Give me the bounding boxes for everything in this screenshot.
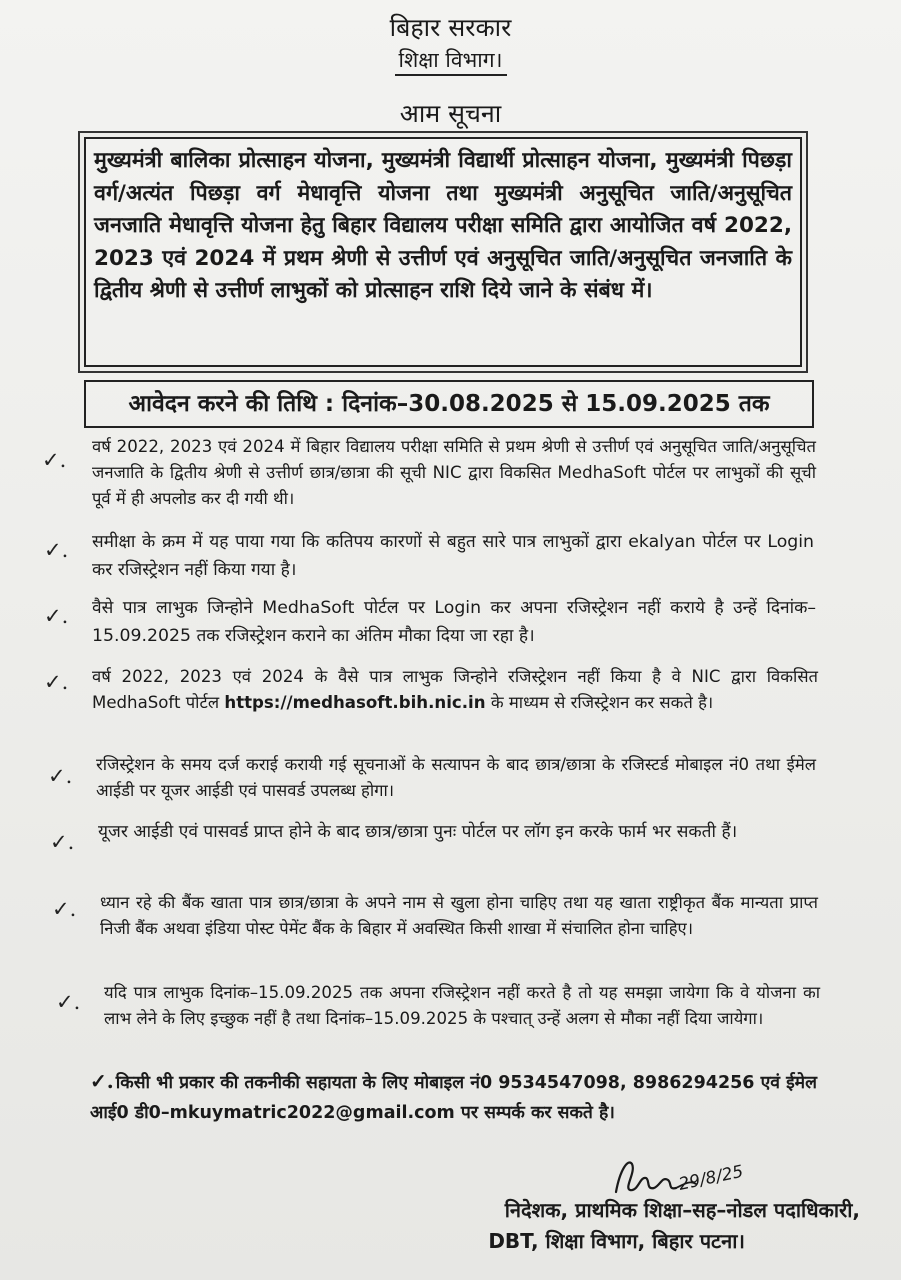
- list-item-text: ध्यान रहे की बैंक खाता पात्र छात्र/छात्रा के अपने नाम से खुला होना चाहिए तथा यह खाता राष्ट्रीकृत बैंक मान्यता प्राप्त निजी बैंक अथवा इंडिया पोस्ट पेमेंट बैंक के बिहार में अवस्थित किसी शाखा में संचालित होना चाहिए।: [100, 893, 818, 938]
- application-date-box: आवेदन करने की तिथि : दिनांक–30.08.2025 से 15.09.2025 तक: [84, 380, 814, 428]
- contact-email: mkuymatric2022@gmail.com: [169, 1103, 455, 1123]
- signatory-designation: निदेशक, प्राथमिक शिक्षा–सह–नोडल पदाधिकारी,: [504, 1198, 860, 1222]
- list-item-text: यदि पात्र लाभुक दिनांक–15.09.2025 तक अपना रजिस्ट्रेशन नहीं करते है तो यह समझा जायेगा कि वे योजना का लाभ लेने के लिए इच्छुक नहीं है तथा दिनांक–15.09.2025 के पश्चात् उन्हें अलग से मौका नहीं दिया जायेगा।: [104, 983, 820, 1028]
- tick-mark: ✓.: [48, 764, 73, 788]
- contact-info: ✓. किसी भी प्रकार की तकनीकी सहायता के लिए मोबाइल नं0 9534547098, 8986294256 एवं ईमेल आई0 डी0–mkuymatric2022@gmail.com पर सम्पर्क कर सकते है।: [90, 1069, 818, 1123]
- subject-box: मुख्यमंत्री बालिका प्रोत्साहन योजना, मुख्यमंत्री विद्यार्थी प्रोत्साहन योजना, मुख्यमंत्री पिछड़ा वर्ग/अत्यंत पिछड़ा वर्ग मेधावृत्ति योजना तथा मुख्यमंत्री अनुसूचित जाति/अनुसूचित जनजाति मेधावृत्ति योजना हेतु बिहार विद्यालय परीक्षा समिति द्वारा आयोजित वर्ष 2022, 2023 एवं 2024 में प्रथम श्रेणी से उत्तीर्ण एवं अनुसूचित जाति/अनुसूचित जनजाति के द्वितीय श्रेणी से उत्तीर्ण लाभुकों को प्रोत्साहन राशि दिये जाने के संबंध में।: [84, 137, 802, 367]
- list-item-text: यूजर आईडी एवं पासवर्ड प्राप्त होने के बाद छात्र/छात्रा पुनः पोर्टल पर लॉग इन करके फार्म भर सकती हैं।: [98, 822, 738, 842]
- tick-mark: ✓.: [56, 990, 81, 1014]
- list-item-text: वर्ष 2022, 2023 एवं 2024 में बिहार विद्यालय परीक्षा समिति से प्रथम श्रेणी से उत्तीर्ण एवं अनुसूचित जाति/अनुसूचित जनजाति के द्वितीय श्रेणी से उत्तीर्ण छात्र/छात्रा की सूची NIC द्वारा विकसित MedhaSoft पोर्टल पर लाभुकों की सूची पूर्व में ही अपलोड कर दी गयी थी।: [92, 437, 816, 508]
- tick-mark: ✓.: [50, 830, 75, 854]
- list-item-text: वर्ष 2022, 2023 एवं 2024 के वैसे पात्र लाभुक जिन्होने रजिस्ट्रेशन नहीं किया है वे NIC द्वारा विकसित MedhaSoft पोर्टल https://medhasoft.bih.nic.in के माध्यम से रजिस्ट्रेशन कर सकते है।: [92, 667, 818, 712]
- list-item-text: समीक्षा के क्रम में यह पाया गया कि कतिपय कारणों से बहुत सारे पात्र लाभुकों द्वारा ekalyan पोर्टल पर Login कर रजिस्ट्रेशन नहीं किया गया है।: [92, 532, 814, 580]
- government-title: बिहार सरकार: [389, 13, 512, 42]
- tick-mark: ✓.: [44, 604, 69, 628]
- tick-mark: ✓.: [44, 670, 69, 694]
- tick-mark: ✓.: [44, 538, 69, 562]
- notice-title: आम सूचना: [0, 96, 901, 130]
- tick-mark: ✓.: [90, 1069, 114, 1093]
- email-label: ईमेल आई0 डी0–: [90, 1073, 818, 1123]
- list-item-text: रजिस्ट्रेशन के समय दर्ज कराई करायी गई सूचनाओं के सत्यापन के बाद छात्र/छात्रा के रजिस्टर्ड मोबाइल नं0 तथा ईमेल आईडी पर यूजर आईडी एवं पासवर्ड उपलब्ध होगा।: [96, 755, 816, 800]
- tick-mark: ✓.: [42, 448, 67, 472]
- department-title: शिक्षा विभाग।: [0, 46, 901, 74]
- signature-date: 29/8/25: [676, 1161, 746, 1195]
- portal-url: https://medhasoft.bih.nic.in: [224, 693, 486, 712]
- list-item-text: वैसे पात्र लाभुक जिन्होने MedhaSoft पोर्टल पर Login कर अपना रजिस्ट्रेशन नहीं कराये है उन्हें दिनांक–15.09.2025 तक रजिस्ट्रेशन कराने का अंतिम मौका दिया जा रहा है।: [92, 598, 816, 646]
- signatory-office: DBT, शिक्षा विभाग, बिहार पटना।: [488, 1229, 745, 1253]
- tick-mark: ✓.: [52, 897, 77, 921]
